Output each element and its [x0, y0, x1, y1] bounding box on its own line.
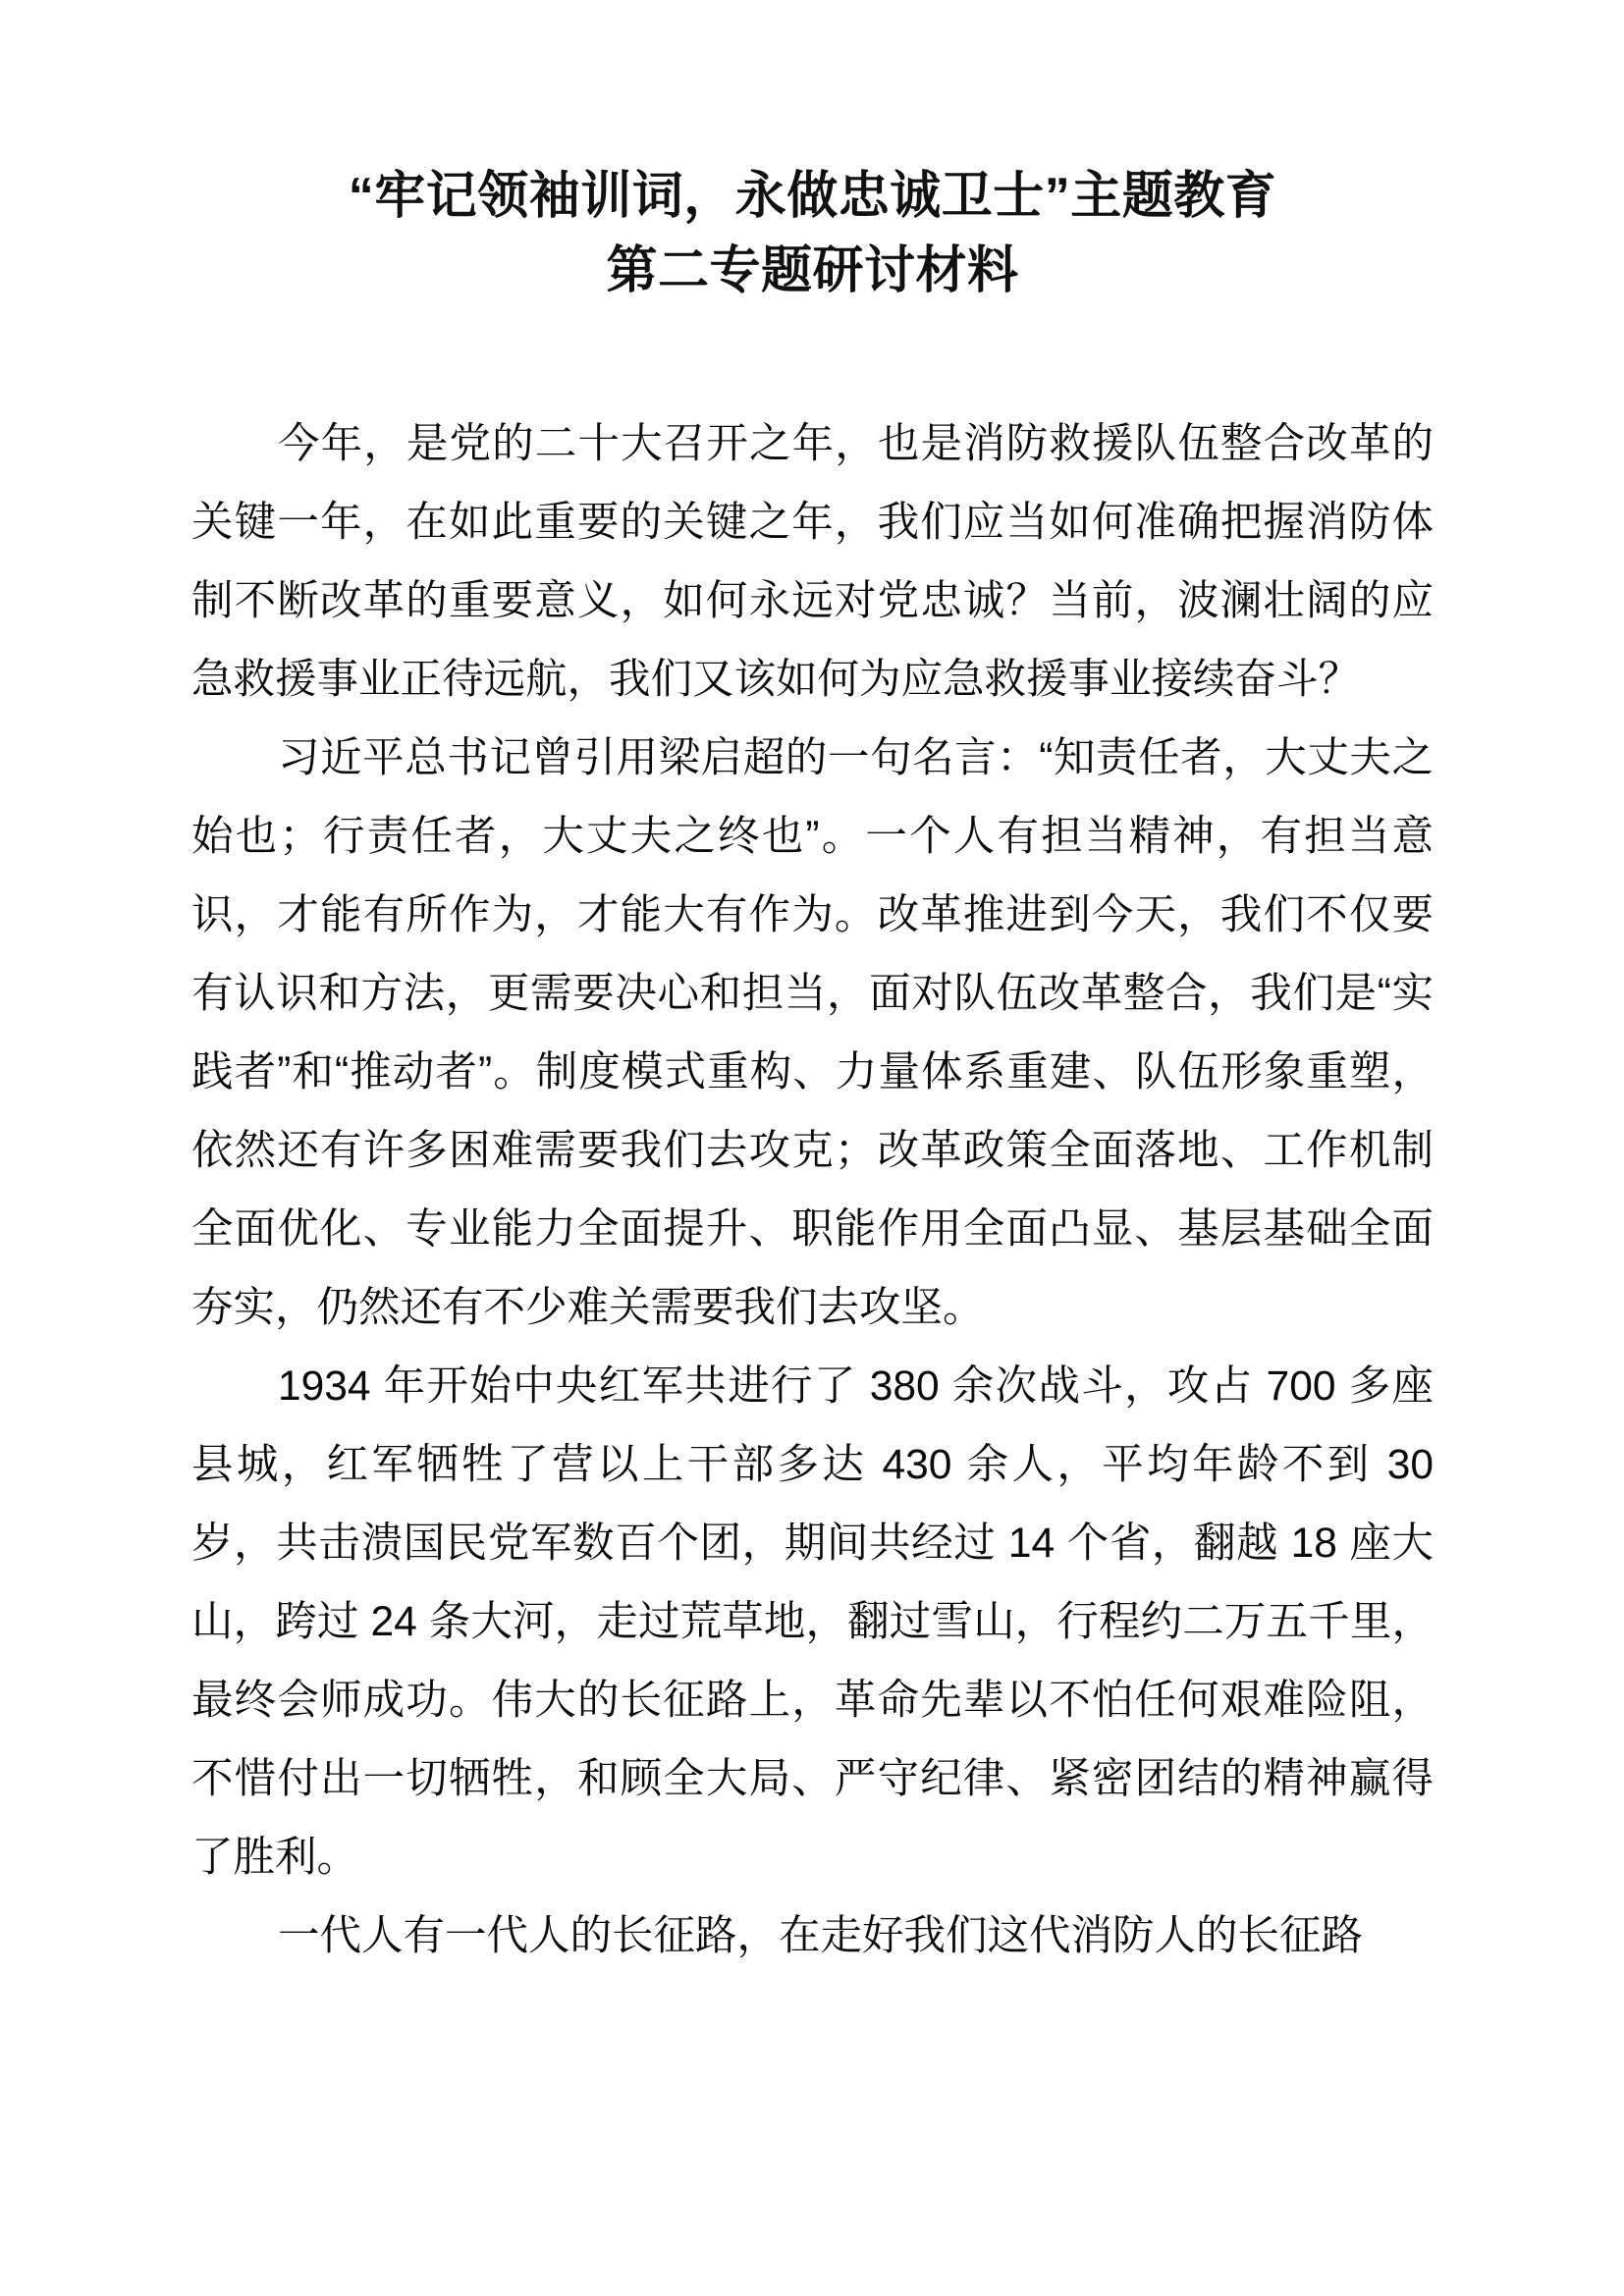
body-paragraph-4: 一代人有一代人的长征路，在走好我们这代消防人的长征路 [278, 1913, 1364, 1959]
body-paragraph-2: 习近平总书记曾引用梁启超的一句名言：“知责任者，大丈夫之始也；行责任者，大丈夫之终也”。一个人有担当精神，有担当意识，才能有所作为，才能大有作为。改革推进到今天，我们不仅要有认识和方法，更需要决心和担当，面对队伍改革整合，我们是“实践者”和“推动者”。制度模式重构、力量体系重建、队伍形象重塑，依然还有许多困难需要我们去攻克；改革政策全面落地、工作机制全面优化、专业能力全面提升、职能作用全面凸显、基层基础全面夯实，仍然还有不少难关需要我们去攻坚。 [191, 735, 1434, 1331]
body-paragraph-3: 1934 年开始中央红军共进行了 380 余次战斗，攻占 700 多座县城，红军牺牲了营以上干部多达 430 余人，平均年龄不到 30 岁，共击溃国民党军数百个团，期间共经过 14 个省，翻越 18 座大山，跨过 24 条大河，走过荒草地，翻过雪山，行程约二万五千里，最终会师成功。伟大的长征路上，革命先辈以不怕任何艰难险阻，不惜付出一切牺牲，和顾全大局、严守纪律、紧密团结的精神赢得了胜利。 [191, 1363, 1434, 1881]
document-title-line-2: 第二专题研讨材料 [606, 242, 1019, 299]
document-title-line-1: “牢记领袖训词，永做忠诚卫士”主题教育 [348, 168, 1277, 225]
body-paragraph-1: 今年，是党的二十大召开之年，也是消防救援队伍整合改革的关键一年，在如此重要的关键之年，我们应当如何准确把握消防体制不断改革的重要意义，如何永远对党忠诚？当前，波澜壮阔的应急救援事业正待远航，我们又该如何为应急救援事业接续奋斗？ [191, 421, 1434, 703]
document-content [191, 0, 1434, 1976]
